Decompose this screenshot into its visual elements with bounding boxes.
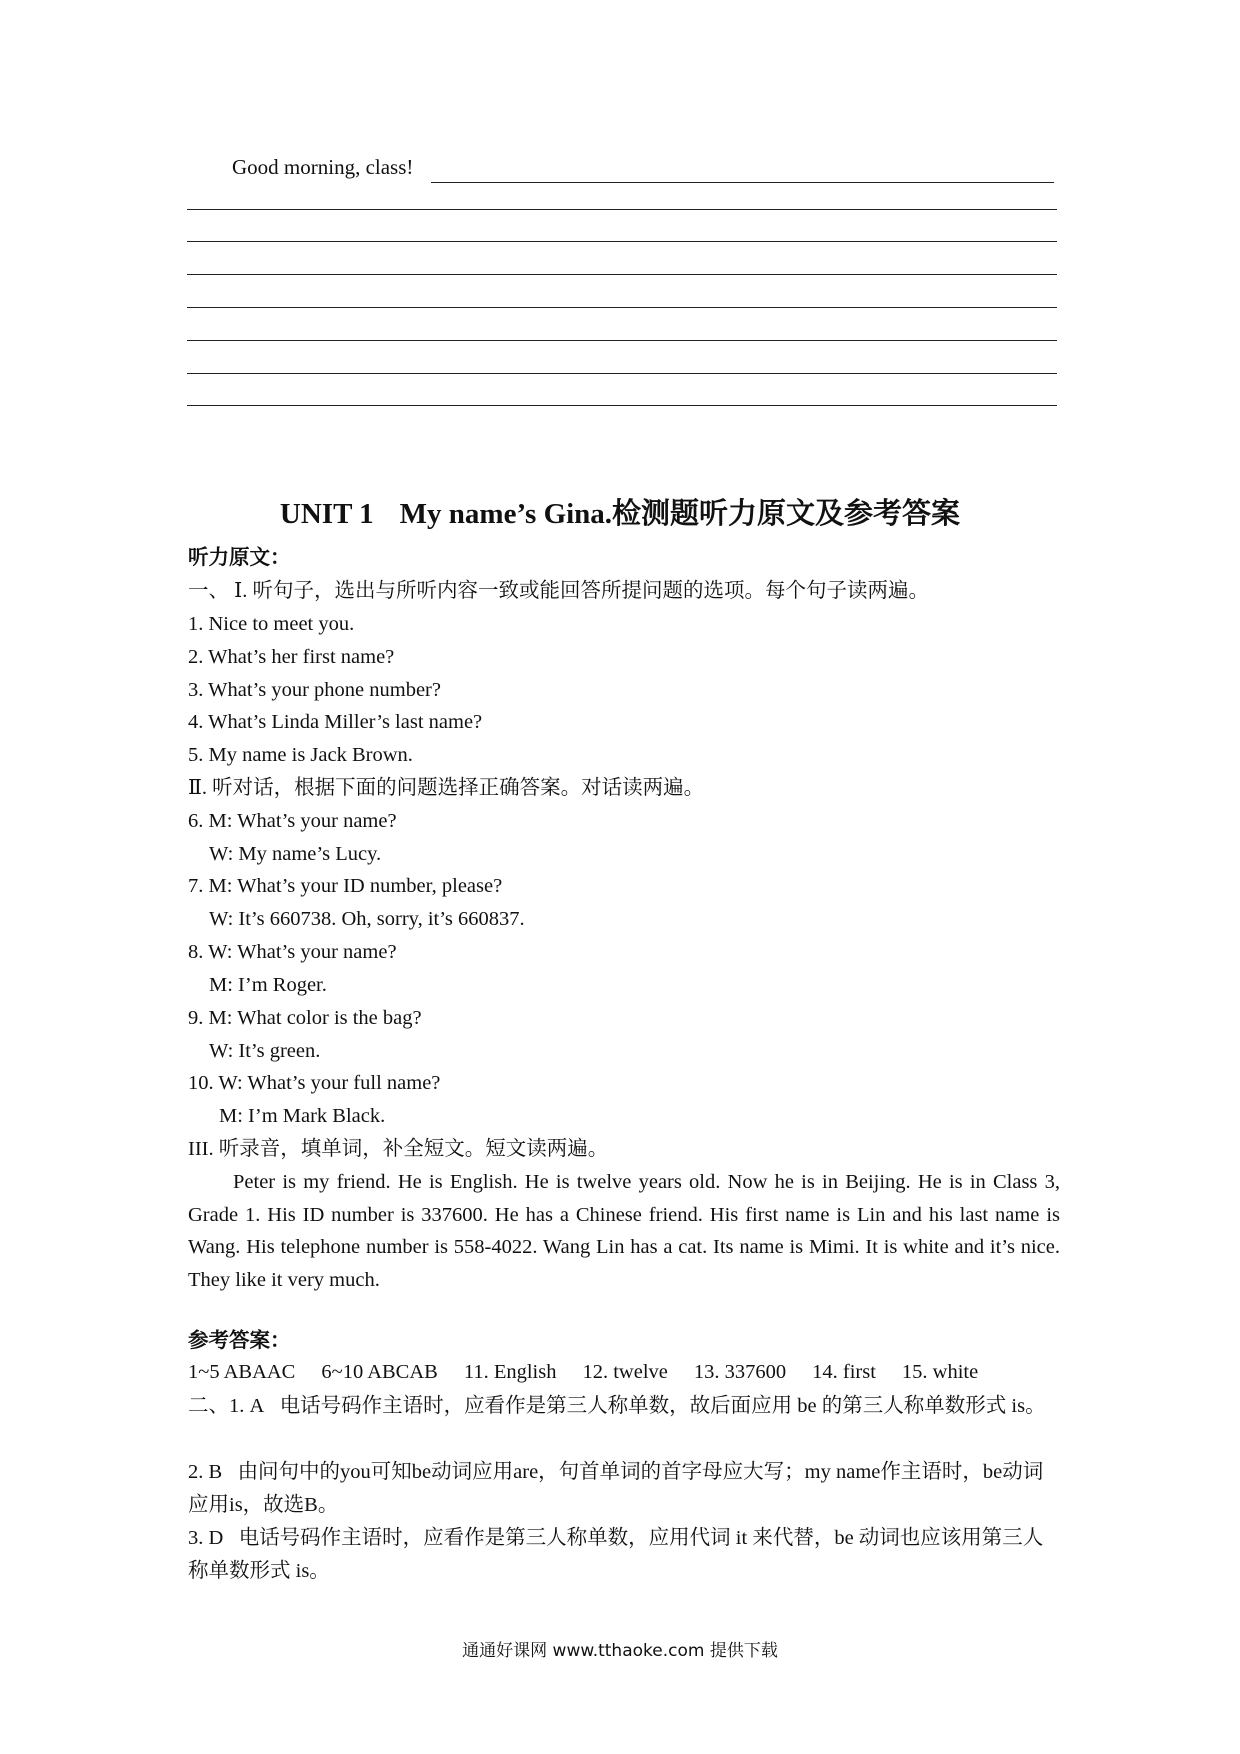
answer-item: 12. twelve	[582, 1361, 668, 1383]
part3-heading: III. 听录音，填单词，补全短文。短文读两遍。	[188, 1138, 609, 1160]
answers-row	[188, 1361, 1004, 1384]
listening-heading: 听力原文：	[188, 547, 291, 569]
part1-item: 1. Nice to meet you.	[188, 613, 355, 635]
note-number: 二、1. A	[188, 1395, 265, 1417]
note-text: 电话号码作主语时，应看作是第三人称单数，故后面应用 be 的第三人称单数形式 is。	[279, 1395, 1046, 1417]
part1-heading: 一、 Ⅰ. 听句子，选出与所听内容一致或能回答所提问题的选项。每个句子读两遍。	[188, 580, 929, 602]
note-number: 3. D	[188, 1527, 224, 1549]
answer-item: 11. English	[463, 1361, 557, 1383]
writing-line	[187, 307, 1057, 308]
writing-line	[187, 340, 1057, 341]
answer-item: 15. white	[901, 1361, 979, 1383]
answer-note	[188, 1390, 1060, 1423]
answer-note	[188, 1456, 1060, 1521]
note-text: 电话号码作主语时，应看作是第三人称单数，应用代词 it 来代替，be 动词也应该用第三人称单数形式 is。	[188, 1527, 1044, 1582]
passage-text: Peter is my friend. He is English. He is twelve years old. Now he is in Beijing. He is in Class 3, Grade 1. His ID number is 337600. He has a Chinese friend. His first name is Lin and his last name is Wang. His telephone number is 558-4022. Wang Lin has a cat. Its name is Mimi. It is white and it’s nice. They like it very much.	[188, 1171, 1060, 1291]
writing-line	[187, 209, 1057, 210]
answer-item: 1~5 ABAAC	[188, 1361, 296, 1383]
dialog-question: 6. M: What’s your name?	[188, 810, 397, 832]
dialog-question: 9. M: What color is the bag?	[188, 1007, 422, 1029]
dialog-answer: M: I’m Mark Black.	[219, 1105, 386, 1127]
part1-item: 2. What’s her first name?	[188, 646, 395, 668]
writing-start-text: Good morning, class!	[232, 155, 414, 179]
writing-rule	[431, 182, 1054, 183]
part2-heading: Ⅱ. 听对话，根据下面的问题选择正确答案。对话读两遍。	[188, 777, 705, 799]
writing-line	[187, 373, 1057, 374]
answer-item: 13. 337600	[693, 1361, 787, 1383]
dialog-answer: W: It’s green.	[209, 1040, 321, 1062]
answers-heading: 参考答案：	[188, 1330, 291, 1352]
answer-item: 14. first	[812, 1361, 876, 1383]
writing-line	[187, 274, 1057, 275]
part1-item: 3. What’s your phone number?	[188, 679, 441, 701]
page-footer: 通通好课网 www.tthaoke.com 提供下载	[462, 1641, 778, 1661]
note-number: 2. B	[188, 1461, 223, 1483]
dialog-answer: M: I’m Roger.	[209, 974, 327, 996]
dialog-question: 10. W: What’s your full name?	[188, 1072, 441, 1094]
title-unit: UNIT 1	[279, 498, 374, 530]
passage	[188, 1166, 1060, 1296]
dialog-answer: W: It’s 660738. Oh, sorry, it’s 660837.	[209, 908, 525, 930]
part1-item: 5. My name is Jack Brown.	[188, 744, 413, 766]
dialog-answer: W: My name’s Lucy.	[209, 843, 382, 865]
writing-line	[187, 405, 1057, 406]
dialog-question: 7. M: What’s your ID number, please?	[188, 875, 503, 897]
page-title	[0, 491, 1240, 532]
note-text: 由问句中的you可知be动词应用are，句首单词的首字母应大写；my name作主语时，be动词应用is，故选B。	[188, 1461, 1044, 1516]
writing-first-line	[232, 155, 1054, 183]
dialog-question: 8. W: What’s your name?	[188, 941, 397, 963]
answer-item: 6~10 ABCAB	[321, 1361, 438, 1383]
title-main: My name’s Gina.检测题听力原文及参考答案	[399, 498, 961, 530]
answer-note	[188, 1522, 1060, 1587]
writing-line	[187, 241, 1057, 242]
part1-item: 4. What’s Linda Miller’s last name?	[188, 711, 483, 733]
